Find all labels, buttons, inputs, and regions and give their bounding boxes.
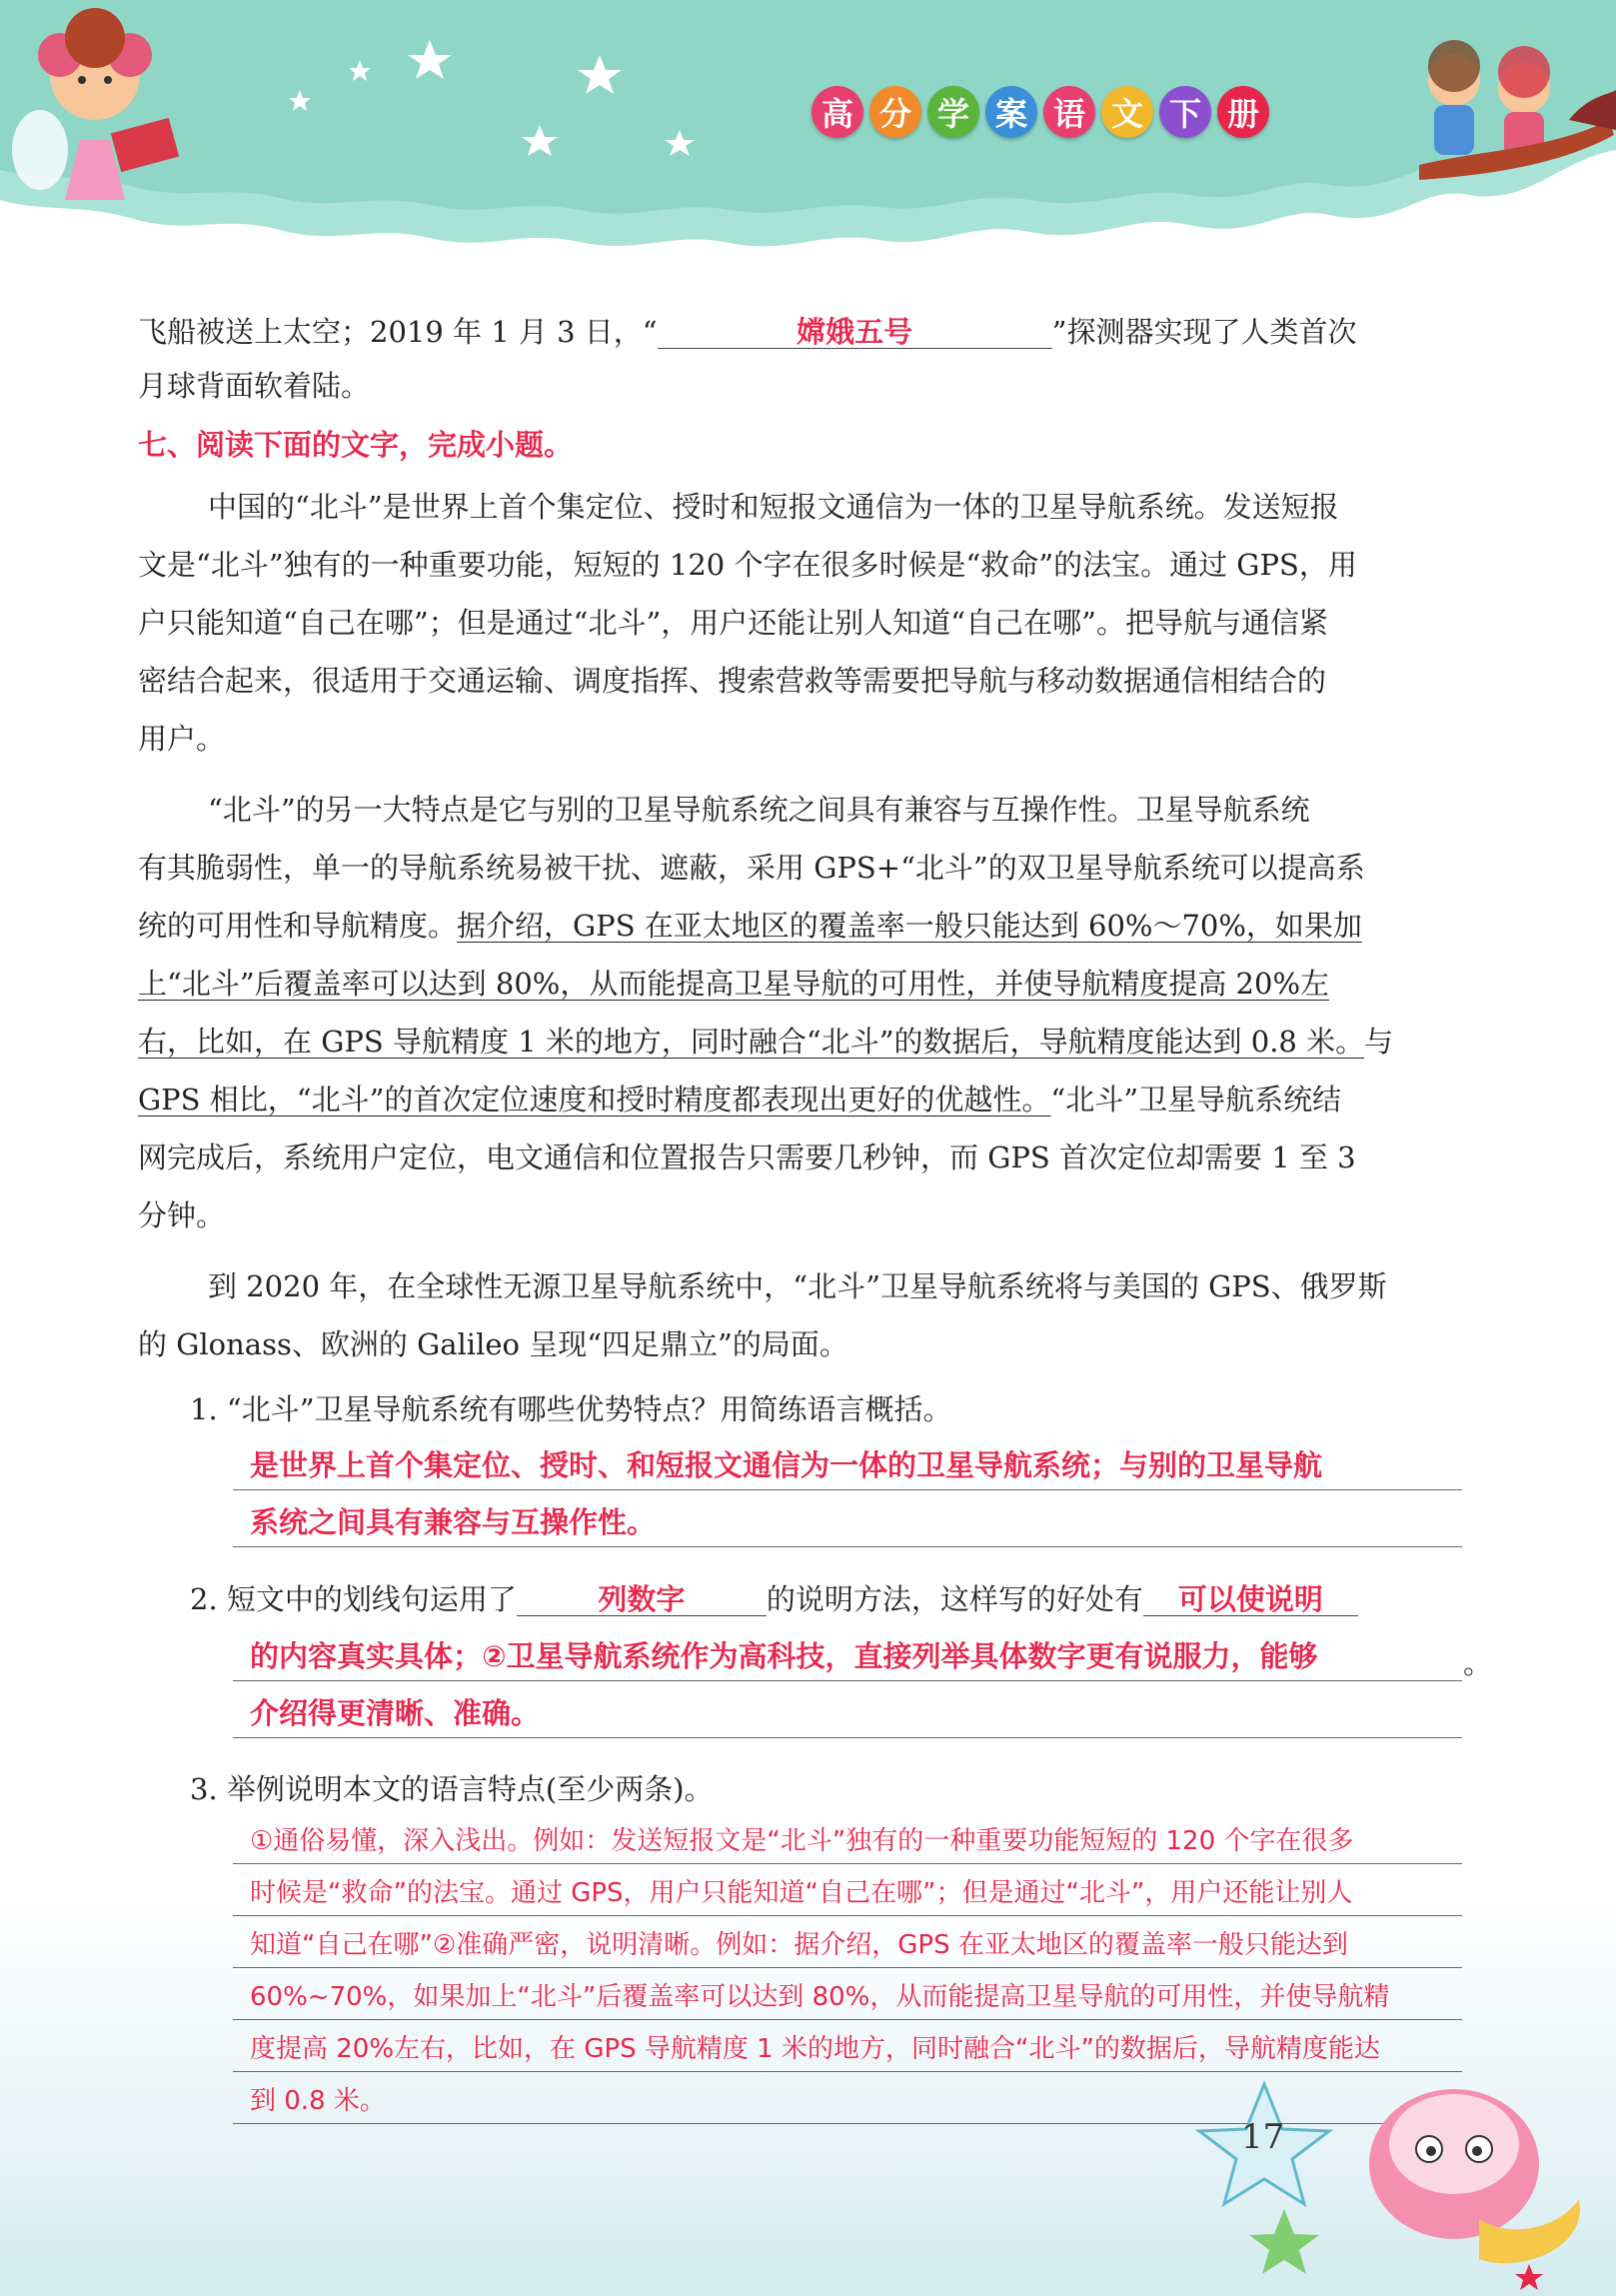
answer-line <box>233 1967 1462 1968</box>
paragraph-2-line <box>138 1080 1341 1120</box>
paragraph-2-line: 网完成后，系统用户定位，电文通信和位置报告只需要几秒钟，而 GPS 首次定位却需要 1 至 3 <box>138 1141 1356 1174</box>
underlined-sentence: 据介绍，GPS 在亚太地区的覆盖率一般只能达到 60%～70%，如果加 <box>457 909 1362 943</box>
answer-text: 介绍得更清晰、准确。 <box>250 1696 541 1730</box>
underlined-sentence: GPS 相比，“北斗”的首次定位速度和授时精度都表现出更好的优越性。 <box>138 1083 1051 1117</box>
answer-blank <box>1143 1579 1358 1616</box>
question-3: 3. 举例说明本文的语言特点(至少两条)。 <box>190 1772 714 1806</box>
paragraph-2-line: “北斗”的另一大特点是它与别的卫星导航系统之间具有兼容与互操作性。卫星导航系统 <box>208 793 1310 827</box>
answer-text: 的内容真实具体；②卫星导航系统作为高科技，直接列举具体数字更有说服力，能够 <box>250 1639 1318 1673</box>
answer-line <box>233 1915 1462 1916</box>
answer-text: 时候是“救命”的法宝。通过 GPS，用户只能知道“自己在哪”；但是通过“北斗”，用户还能让别人 <box>250 1878 1353 1908</box>
text-span: 与 <box>1364 1025 1394 1059</box>
answer-text: 到 0.8 米。 <box>250 2086 386 2116</box>
snail-mascot-icon <box>1369 2089 1580 2263</box>
title-char: 学 <box>927 86 979 138</box>
answer-line <box>233 1680 1462 1681</box>
section-heading: 七、阅读下面的文字，完成小题。 <box>138 428 574 462</box>
answer-text: ①通俗易懂，深入浅出。例如：发送短报文是“北斗”独有的一种重要功能短短的 120 个字在很多 <box>250 1826 1354 1856</box>
prev-section-line-2: 月球背面软着陆。 <box>138 369 371 403</box>
question-1: 1. “北斗”卫星导航系统有哪些优势特点？用简练语言概括。 <box>190 1392 952 1426</box>
star-icon <box>1515 2264 1543 2290</box>
answer-text: 60%~70%，如果加上“北斗”后覆盖率可以达到 80%，从而能提高卫星导航的可用性，并使导航精 <box>250 1982 1390 2012</box>
answer-text: 度提高 20%左右，比如，在 GPS 导航精度 1 米的地方，同时融合“北斗”的数据后，导航精度能达 <box>250 2034 1380 2064</box>
answer-line <box>233 2019 1462 2020</box>
question-2 <box>190 1579 1358 1619</box>
answer-text: 知道“自己在哪”②准确严密，说明清晰。例如：据介绍，GPS 在亚太地区的覆盖率一般只能达到 <box>250 1930 1348 1960</box>
paragraph-1-line: 密结合起来，很适用于交通运输、调度指挥、搜索营救等需要把导航与移动数据通信相结合的 <box>138 664 1327 698</box>
paragraph-3-line: 的 Glonass、欧洲的 Galileo 呈现“四足鼎立”的局面。 <box>138 1327 848 1361</box>
title-char: 语 <box>1043 86 1095 138</box>
underlined-sentence: 上“北斗”后覆盖率可以达到 80%，从而能提高卫星导航的可用性，并使导航精度提高 20%左 <box>138 967 1330 1001</box>
answer-blank <box>517 1579 767 1616</box>
text-span: 2. 短文中的划线句运用了 <box>190 1582 517 1616</box>
answer-text: 嫦娥五号 <box>797 315 913 349</box>
title-char: 册 <box>1217 86 1269 138</box>
text-span: 统的可用性和导航精度。 <box>138 909 458 943</box>
paragraph-2-line: 有其脆弱性，单一的导航系统易被干扰、遮蔽，采用 GPS+“北斗”的双卫星导航系统可以提高系 <box>138 851 1365 885</box>
answer-line <box>233 1546 1462 1547</box>
paragraph-2-line: 分钟。 <box>138 1198 226 1232</box>
header-decoration <box>0 0 1616 260</box>
answer-text: 系统之间具有兼容与互操作性。 <box>250 1505 657 1539</box>
text-span: 的说明方法，这样写的好处有 <box>766 1582 1143 1616</box>
paragraph-1-line: 中国的“北斗”是世界上首个集定位、授时和短报文通信为一体的卫星导航系统。发送短报 <box>208 490 1339 524</box>
answer-line <box>233 1737 1462 1738</box>
title-char: 分 <box>869 86 921 138</box>
text-span: “北斗”卫星导航系统结 <box>1050 1083 1342 1117</box>
text-span: 飞船被送上太空；2019 年 1 月 3 日，“ <box>138 315 658 349</box>
text-span: ”探测器实现了人类首次 <box>1051 315 1357 349</box>
title-char: 高 <box>811 86 863 138</box>
book-title <box>811 86 1269 138</box>
answer-text: 列数字 <box>598 1582 686 1616</box>
underlined-sentence: 右，比如，在 GPS 导航精度 1 米的地方，同时融合“北斗”的数据后，导航精度能达到 0.8 米。 <box>138 1025 1365 1059</box>
title-char: 案 <box>985 86 1037 138</box>
answer-line <box>233 1489 1462 1490</box>
prev-section-line-1 <box>138 312 1356 352</box>
paragraph-2-line <box>138 1022 1393 1062</box>
paragraph-3-line: 到 2020 年，在全球性无源卫星导航系统中，“北斗”卫星导航系统将与美国的 GPS、俄罗斯 <box>208 1269 1387 1303</box>
paragraph-2-line <box>138 906 1362 946</box>
paragraph-1-line: 用户。 <box>138 722 226 756</box>
answer-text: 可以使说明 <box>1177 1582 1323 1616</box>
footer-decoration <box>1179 2069 1616 2296</box>
star-icon <box>1249 2209 1319 2274</box>
answer-blank <box>658 312 1052 349</box>
title-char: 下 <box>1159 86 1211 138</box>
page-number: 17 <box>1241 2117 1285 2157</box>
answer-text: 是世界上首个集定位、授时、和短报文通信为一体的卫星导航系统；与别的卫星导航 <box>250 1448 1323 1482</box>
question-2-end: 。 <box>1463 1646 1493 1680</box>
paragraph-1-line: 户只能知道“自己在哪”；但是通过“北斗”，用户还能让别人知道“自己在哪”。把导航与通信紧 <box>138 606 1328 640</box>
answer-line <box>233 1863 1462 1864</box>
title-char: 文 <box>1101 86 1153 138</box>
paragraph-1-line: 文是“北斗”独有的一种重要功能，短短的 120 个字在很多时候是“救命”的法宝。通过 GPS，用 <box>138 548 1357 582</box>
